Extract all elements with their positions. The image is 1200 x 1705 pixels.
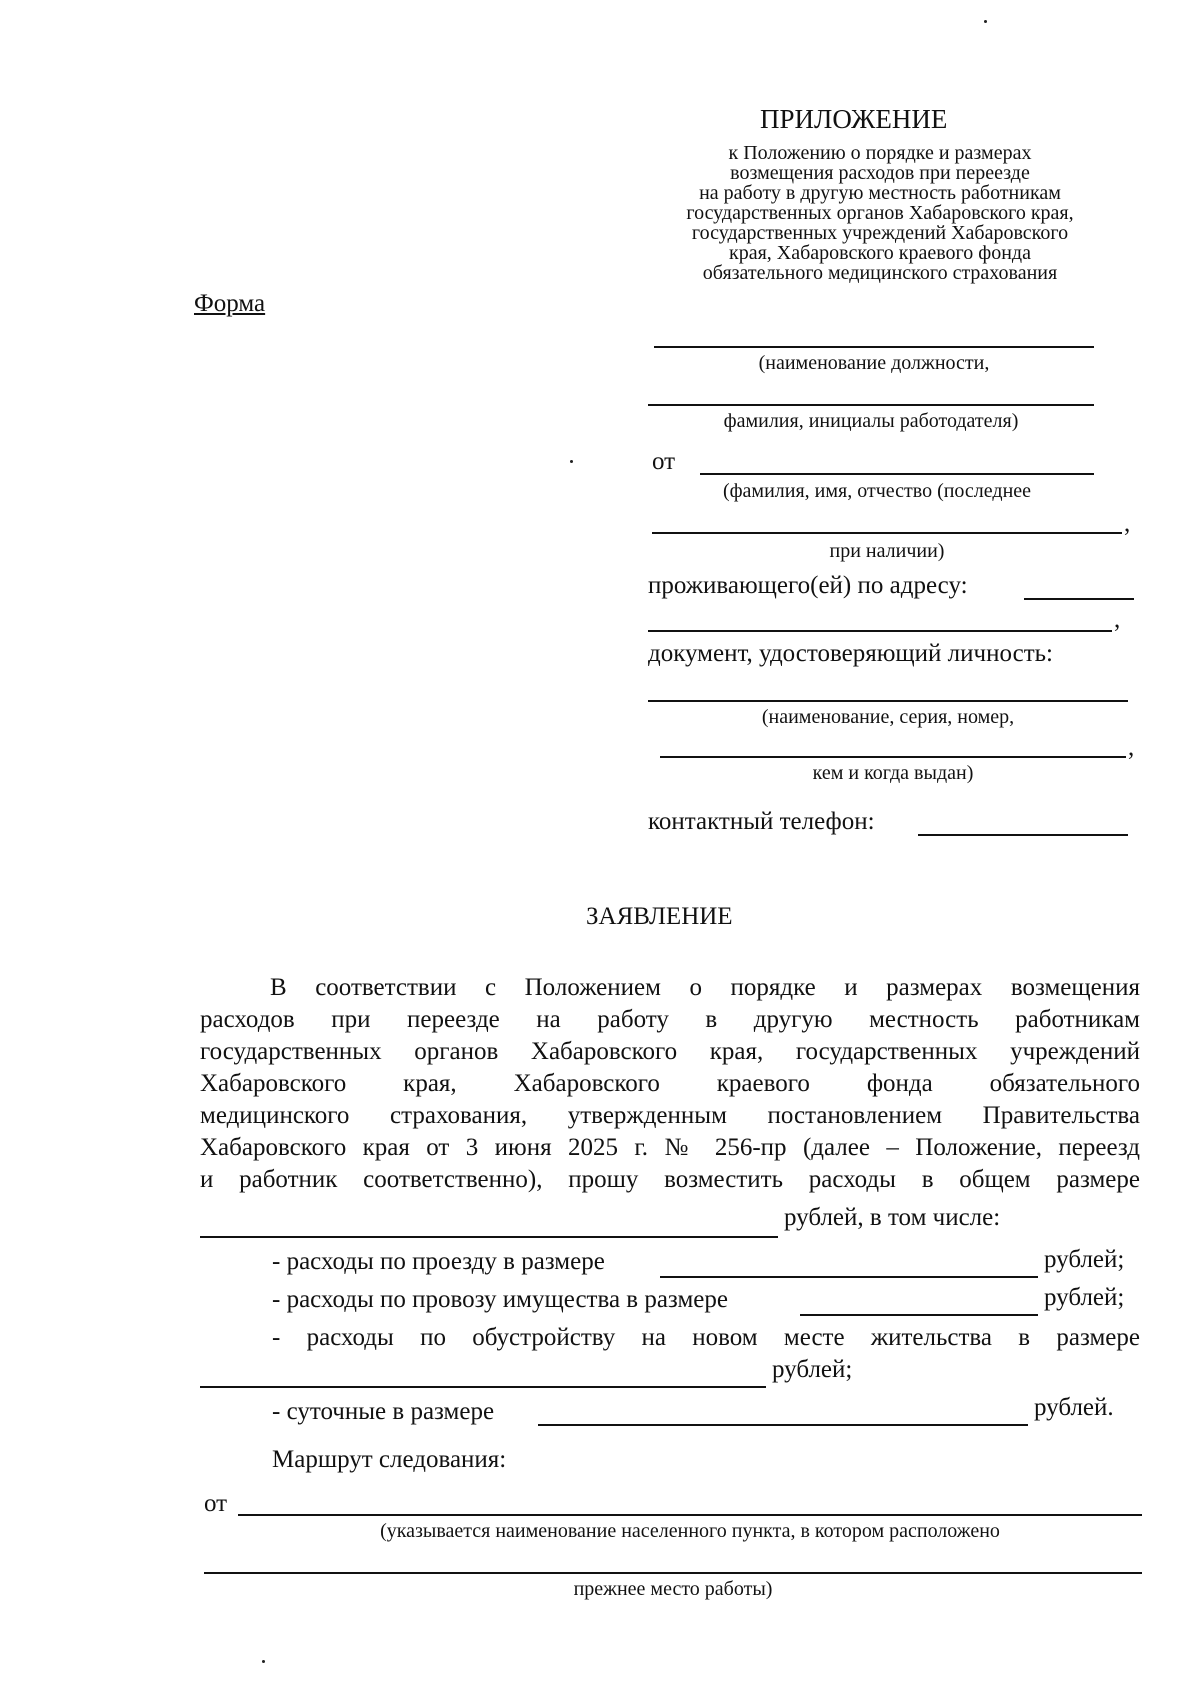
rub-label: рублей. — [1034, 1394, 1114, 1421]
appendix-subtitle-line: к Положению о порядке и размерах — [728, 142, 1032, 164]
applicant-name-line[interactable] — [700, 473, 1094, 475]
rub-label: рублей; — [1044, 1284, 1125, 1311]
paragraph-line: расходов при переезде на работу в другую местность работникам — [200, 1006, 1140, 1033]
appendix-subtitle-line: обязательного медицинского страхования — [702, 262, 1058, 284]
paragraph-line: медицинского страхования, утвержденным постановлением Правительства — [200, 1102, 1140, 1129]
total-suffix: рублей, в том числе: — [784, 1204, 1001, 1231]
employer-position-line[interactable] — [654, 346, 1094, 348]
name-caption-1: (фамилия, имя, отчество (последнее — [722, 480, 1032, 502]
employer-caption-1: (наименование должности, — [758, 352, 990, 374]
route-label: Маршрут следования: — [272, 1446, 507, 1473]
name-caption-2: при наличии) — [829, 540, 945, 562]
travel-amount-line[interactable] — [660, 1276, 1038, 1278]
id-document-line-2[interactable] — [660, 756, 1126, 758]
rub-label: рублей; — [1044, 1246, 1125, 1273]
scan-speck — [984, 20, 987, 23]
route-from-label: от — [204, 1490, 228, 1517]
paragraph-line: Хабаровского края от 3 июня 2025 г. № 256-пр (далее – Положение, переезд — [200, 1134, 1140, 1161]
employer-caption-2: фамилия, инициалы работодателя) — [723, 410, 1019, 432]
route-from-line-2[interactable] — [204, 1572, 1142, 1574]
paragraph-line: Хабаровского края, Хабаровского краевого фонда обязательного — [200, 1070, 1140, 1097]
form-label: Форма — [194, 290, 266, 317]
route-caption-1: (указывается наименование населенного пункта, в котором расположено — [380, 1520, 1000, 1542]
item-property: - расходы по провозу имущества в размере — [272, 1286, 728, 1313]
appendix-title: ПРИЛОЖЕНИЕ — [760, 104, 948, 134]
item-settlement: - расходы по обустройству на новом месте жительства в размере — [272, 1324, 1140, 1351]
appendix-subtitle-line: возмещения расходов при переезде — [730, 162, 1030, 184]
from-label: от — [652, 448, 676, 475]
paragraph-line: государственных органов Хабаровского края, государственных учреждений — [200, 1038, 1140, 1065]
total-amount-line[interactable] — [200, 1236, 778, 1238]
paragraph-line: В соответствии с Положением о порядке и размерах возмещения — [270, 974, 1140, 1001]
route-from-line[interactable] — [238, 1514, 1142, 1516]
comma: , — [1128, 734, 1135, 761]
appendix-subtitle — [630, 143, 1130, 283]
scan-speck — [570, 460, 573, 463]
id-document-label: документ, удостоверяющий личность: — [648, 640, 1053, 667]
comma: , — [1114, 606, 1121, 633]
route-caption-2: прежнее место работы) — [573, 1578, 773, 1600]
item-travel: - расходы по проезду в размере — [272, 1248, 605, 1275]
phone-label: контактный телефон: — [648, 808, 875, 835]
settlement-amount-line[interactable] — [200, 1386, 766, 1388]
id-caption-1: (наименование, серия, номер, — [761, 706, 1015, 728]
phone-line[interactable] — [918, 834, 1128, 836]
employer-name-line[interactable] — [648, 404, 1094, 406]
item-daily: - суточные в размере — [272, 1398, 495, 1425]
comma: , — [1124, 510, 1131, 537]
daily-amount-line[interactable] — [538, 1424, 1028, 1426]
address-line[interactable] — [1024, 598, 1134, 600]
appendix-subtitle-line: государственных органов Хабаровского края, — [686, 202, 1074, 224]
address-label: проживающего(ей) по адресу: — [648, 572, 968, 599]
id-document-line[interactable] — [648, 700, 1128, 702]
appendix-subtitle-line: на работу в другую местность работникам — [699, 182, 1061, 204]
paragraph-line: и работник соответственно), прошу возместить расходы в общем размере — [200, 1166, 1140, 1193]
appendix-subtitle-line: края, Хабаровского краевого фонда — [729, 242, 1031, 264]
property-amount-line[interactable] — [800, 1314, 1038, 1316]
scan-speck — [262, 1660, 265, 1663]
statement-title: ЗАЯВЛЕНИЕ — [586, 903, 733, 930]
statement-paragraph — [200, 972, 1140, 1196]
appendix-subtitle-line: государственных учреждений Хабаровского — [691, 222, 1069, 244]
address-line-2[interactable] — [648, 630, 1112, 632]
id-caption-2: кем и когда выдан) — [812, 762, 974, 784]
rub-label: рублей; — [772, 1356, 853, 1383]
applicant-name-line-2[interactable] — [652, 532, 1122, 534]
